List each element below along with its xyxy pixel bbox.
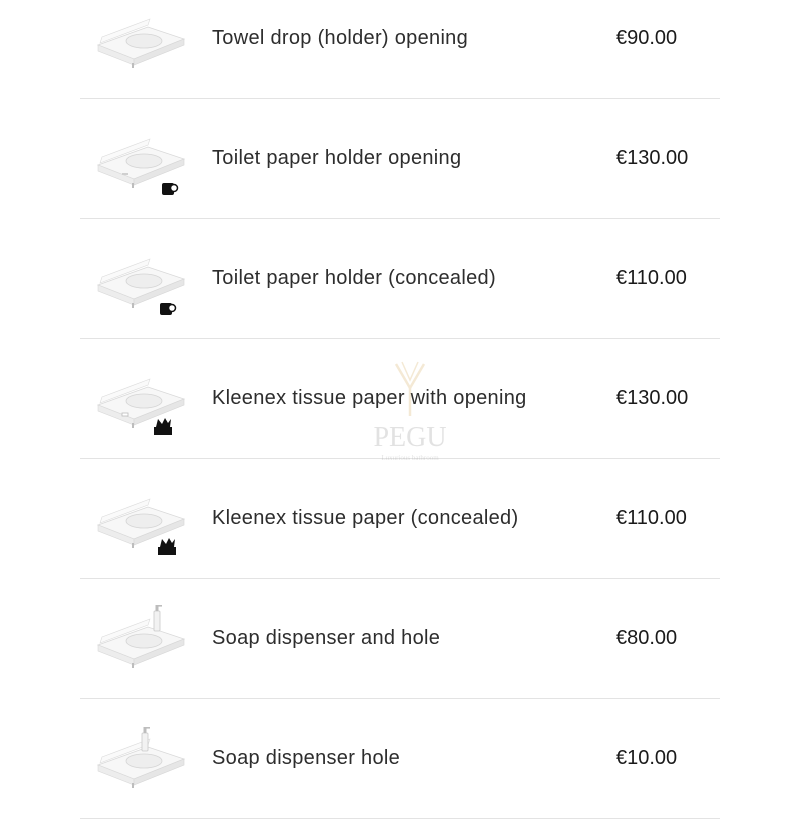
option-name: Kleenex tissue paper (concealed) — [212, 507, 519, 529]
list-item[interactable] — [80, 99, 720, 219]
list-item[interactable] — [80, 339, 720, 459]
product-thumbnail — [92, 721, 188, 797]
tissue-box-icon — [92, 361, 188, 437]
watermark-brand: PEGU — [373, 422, 447, 453]
option-price: €110.00 — [616, 267, 687, 289]
list-item[interactable] — [80, 699, 720, 819]
watermark-tagline: Luxurious bathroom — [381, 454, 439, 462]
product-thumbnail — [92, 241, 188, 317]
option-name: Towel drop (holder) opening — [212, 27, 469, 49]
option-price: €80.00 — [616, 627, 678, 649]
sink-icon — [92, 1, 188, 77]
option-name: Toilet paper holder (concealed) — [212, 267, 496, 289]
option-price: €90.00 — [616, 27, 678, 49]
tissue-box-icon — [92, 481, 188, 557]
option-price: €130.00 — [616, 147, 689, 169]
option-price: €130.00 — [616, 387, 689, 409]
soap-dispenser-icon — [92, 721, 188, 797]
option-price: €10.00 — [616, 747, 678, 769]
list-item[interactable] — [80, 459, 720, 579]
product-thumbnail — [92, 481, 188, 557]
option-name: Soap dispenser hole — [212, 747, 401, 769]
list-item[interactable] — [80, 219, 720, 339]
soap-dispenser-icon — [92, 601, 188, 677]
option-price: €110.00 — [616, 507, 687, 529]
option-name: Kleenex tissue paper with opening — [212, 387, 527, 409]
options-list — [80, 0, 720, 819]
list-item[interactable] — [80, 579, 720, 699]
product-thumbnail — [92, 601, 188, 677]
toilet-paper-icon — [92, 121, 188, 197]
option-name: Toilet paper holder opening — [212, 147, 462, 169]
product-thumbnail — [92, 361, 188, 437]
option-name: Soap dispenser and hole — [212, 627, 441, 649]
toilet-paper-icon — [92, 241, 188, 317]
product-thumbnail — [92, 1, 188, 77]
list-item[interactable] — [80, 0, 720, 99]
product-thumbnail — [92, 121, 188, 197]
